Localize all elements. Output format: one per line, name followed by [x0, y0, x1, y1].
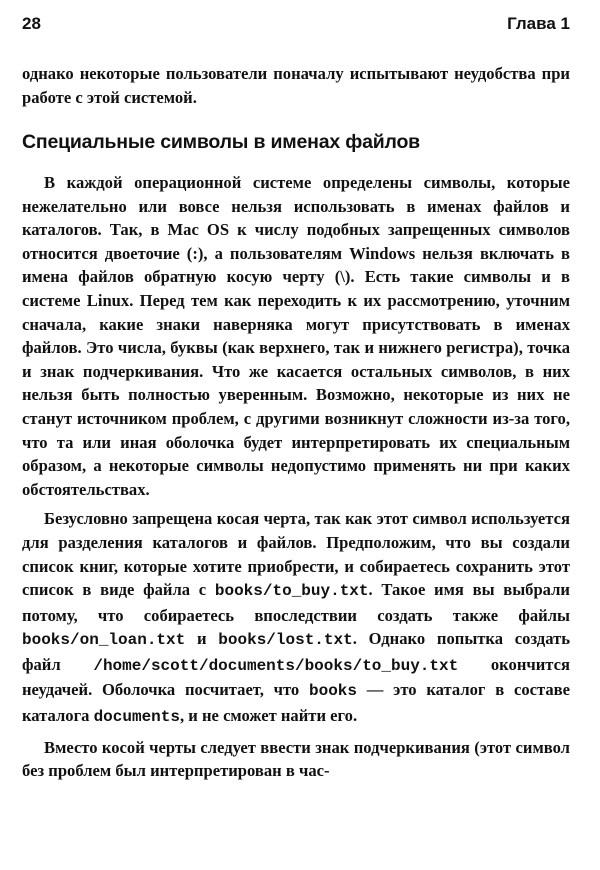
- continued-paragraph: однако некоторые пользователи поначалу испытывают неудобства при работе с этой системой.: [22, 64, 570, 107]
- text-run: — это каталог в составе каталога: [22, 680, 570, 726]
- text-run: Безусловно запрещена косая черта, так как этот символ используется для разделения каталогов и файлов. Предположим, что вы создали список книг, которые хотите приобрести, и собираетесь сохранить этот список в виде файла с: [22, 509, 570, 600]
- code-path: /home/scott/documents/books/to_buy.txt: [93, 656, 459, 675]
- section-body: [22, 171, 570, 789]
- chapter-label: Глава 1: [507, 14, 570, 33]
- text-run: окончится неудачей. Оболочка посчитает, что: [22, 654, 570, 700]
- paragraph-slash-example: [22, 507, 570, 729]
- code-path: documents: [93, 708, 180, 727]
- code-path: books/on_loan.txt: [22, 631, 186, 650]
- paragraph-forbidden-chars: В каждой операционной системе определены символы, которые нежелательно или вовсе нельзя использовать в именах файлов и каталогов. Так, в Mac OS к числу подобных запрещенных символов относится двоеточие (:), а пользователям Windows нельзя включать в имена файлов обратную косую черту (\). Есть такие символы и в системе Linux. Перед тем как переходить к их рассмотрению, уточним сначала, какие знаки наверняка могут присутствовать в именах файлов. Это числа, буквы (как верхнего, так и нижнего регистра), точка и знак подчеркивания. Что же касается остальных символов, в них нельзя быть полностью уверенным. Возможно, некоторые из них не станут источником проблем, с другими возникнут сложности из-за того, что та или иная оболочка будет интерпретировать их специальным образом, а некоторые символы недопустимо применять ни при каких обстоятельствах.: [22, 173, 570, 499]
- text-run: и: [185, 629, 219, 649]
- text-run: . Однако попытка создать файл: [22, 629, 570, 674]
- section-heading: Специальные символы в именах файлов: [22, 131, 420, 153]
- paragraph-underscore: Вместо косой черты следует ввести знак подчеркивания (этот символ без проблем был интерпретирован в час-: [22, 737, 570, 781]
- code-path: books/lost.txt: [218, 631, 353, 650]
- text-run: , и не сможет найти его.: [179, 706, 358, 726]
- text-run: . Такое имя вы выбрали потому, что собираетесь впоследствии создать также файлы: [22, 580, 570, 625]
- code-path: books: [309, 682, 358, 701]
- running-header: [22, 14, 570, 38]
- code-path: books/to_buy.txt: [214, 582, 369, 601]
- page-number: 28: [22, 14, 41, 33]
